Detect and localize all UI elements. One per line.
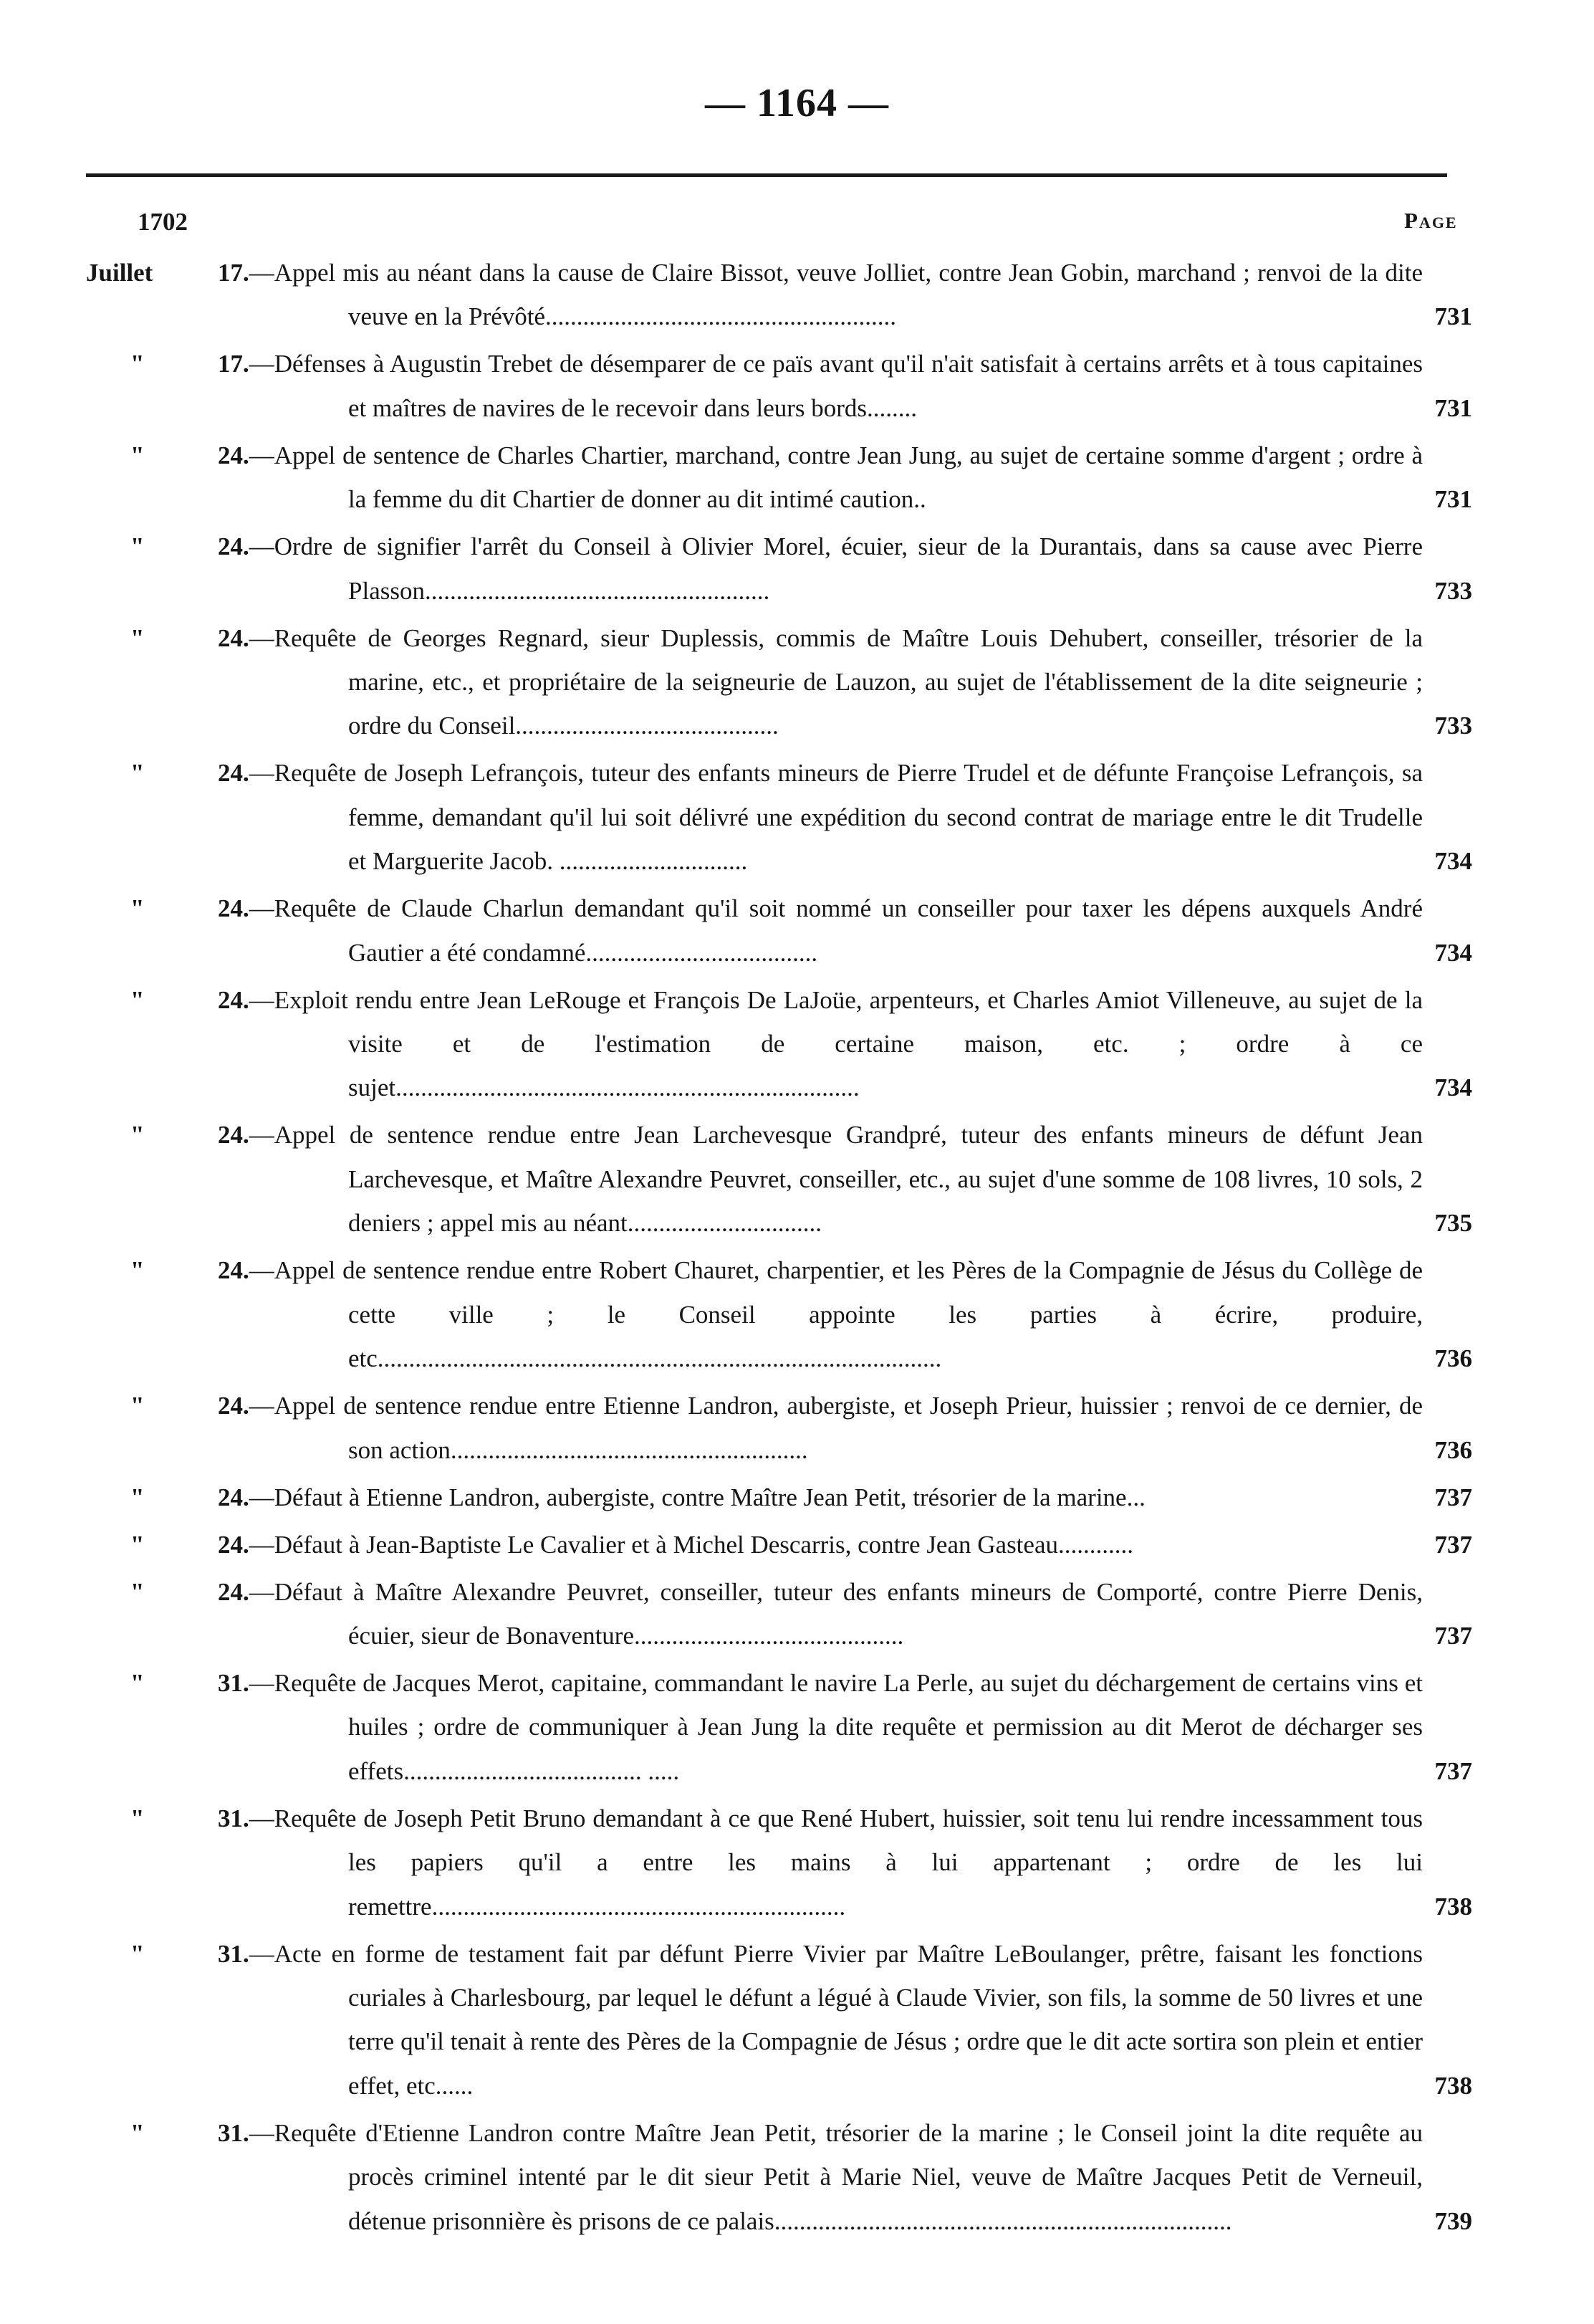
entry-text — [218, 751, 1502, 883]
entry-description: —Requête de Claude Charlun demandant qu'il soit nommé un conseiller pour taxer les dépens auxquels André Gautier a été condamné..................................... — [249, 894, 1423, 967]
list-item — [0, 1932, 1594, 2108]
entry-text — [218, 1570, 1502, 1658]
ditto-mark: " — [130, 985, 145, 1014]
entry-list — [0, 251, 1594, 2247]
entry-text — [218, 1523, 1502, 1567]
entry-text — [218, 1248, 1502, 1380]
ditto-mark: " — [130, 1392, 145, 1420]
month-label: Juillet — [86, 259, 153, 287]
list-item — [0, 2111, 1594, 2243]
entry-page-number: 739 — [1434, 2206, 1472, 2235]
entry-text — [218, 2111, 1502, 2243]
ditto-mark: " — [130, 1804, 145, 1832]
entry-text — [218, 1932, 1502, 2108]
entry-page-number: 738 — [1434, 2071, 1472, 2100]
list-item — [0, 1661, 1594, 1793]
ditto-mark: " — [130, 1256, 145, 1285]
ditto-mark: " — [130, 894, 145, 923]
entry-page-number: 734 — [1434, 1073, 1472, 1102]
entry-description: —Requête de Joseph Lefrançois, tuteur des enfants mineurs de Pierre Trudel et de défunte Françoise Lefrançois, sa femme, demandant qu'il lui soit délivré une expédition du second contrat de mariage entre le dit Trudelle et Marguerite Jacob. .............................. — [249, 759, 1423, 876]
entry-text — [218, 1797, 1502, 1928]
year-label: 1702 — [138, 208, 188, 236]
list-item — [0, 251, 1594, 339]
list-item — [0, 342, 1594, 430]
list-item — [0, 1476, 1594, 1519]
entry-description: —Exploit rendu entre Jean LeRouge et François De LaJoüe, arpenteurs, et Charles Amiot Villeneuve, au sujet de la visite et de l'estimation de certaine maison, etc. ; ordre à ce sujet.......................................................................... — [249, 985, 1423, 1102]
entry-text — [218, 342, 1502, 430]
ditto-mark: " — [130, 1577, 145, 1606]
entry-text — [218, 434, 1502, 522]
entry-page-number: 736 — [1434, 1435, 1472, 1464]
ditto-mark: " — [130, 1668, 145, 1697]
entry-day: 24. — [218, 1256, 249, 1285]
entry-day: 17. — [218, 350, 249, 378]
entry-page-number: 733 — [1434, 712, 1472, 740]
entry-page-number: 737 — [1434, 1530, 1472, 1559]
list-item — [0, 1384, 1594, 1472]
list-item — [0, 751, 1594, 883]
entry-day: 31. — [218, 1804, 249, 1832]
entry-text — [218, 251, 1502, 339]
entry-day: 24. — [218, 1577, 249, 1606]
ditto-mark: " — [130, 2118, 145, 2147]
entry-text — [218, 1661, 1502, 1793]
entry-description: —Requête de Georges Regnard, sieur Duplessis, commis de Maître Louis Dehubert, conseiller, trésorier de la marine, etc., et propriétaire de la seigneurie de Lauzon, au sujet de l'établissement de la dite seigneurie ; ordre du Conseil.......................................... — [249, 623, 1423, 740]
entry-day: 24. — [218, 985, 249, 1014]
list-item — [0, 616, 1594, 748]
entry-day: 24. — [218, 1121, 249, 1149]
entry-description: —Acte en forme de testament fait par défunt Pierre Vivier par Maître LeBoulanger, prêtre, faisant les fonctions curiales à Charlesbourg, par lequel le défunt a légué à Claude Vivier, son fils, la somme de 50 livres et une terre qu'il tenait à rente des Pères de la Compagnie de Jésus ; ordre que le dit acte sortira son plein et entier effet, etc...... — [249, 1939, 1423, 2100]
entry-page-number: 734 — [1434, 938, 1472, 967]
entry-description: —Appel de sentence de Charles Chartier, marchand, contre Jean Jung, au sujet de certaine somme d'argent ; ordre à la femme du dit Chartier de donner au dit intimé caution.. — [249, 441, 1423, 514]
list-item — [0, 1113, 1594, 1245]
list-item — [0, 1248, 1594, 1380]
entry-text — [218, 1476, 1502, 1519]
entry-day: 24. — [218, 759, 249, 788]
entry-page-number: 738 — [1434, 1892, 1472, 1921]
ditto-mark: " — [130, 1121, 145, 1149]
entry-day: 24. — [218, 532, 249, 561]
entry-description: —Requête de Jacques Merot, capitaine, commandant le navire La Perle, au sujet du déchargement de certains vins et huiles ; ordre de communiquer à Jean Jung la dite requête et permission au dit Merot de décharger ses effets...................................... ..... — [249, 1668, 1423, 1785]
entry-day: 31. — [218, 2118, 249, 2147]
list-item — [0, 525, 1594, 613]
list-item — [0, 1523, 1594, 1567]
ditto-mark: " — [130, 1530, 145, 1559]
entry-page-number: 737 — [1434, 1756, 1472, 1785]
entry-page-number: 734 — [1434, 847, 1472, 876]
entry-text — [218, 1113, 1502, 1245]
entry-description: —Appel de sentence rendue entre Robert Chauret, charpentier, et les Pères de la Compagnie de Jésus du Collège de cette ville ; le Conseil appointe les parties à écrire, produire, etc.......................................................................................... — [249, 1256, 1423, 1373]
entry-day: 24. — [218, 1530, 249, 1559]
list-item — [0, 434, 1594, 522]
entry-day: 24. — [218, 1392, 249, 1420]
entry-text — [218, 616, 1502, 748]
page-column-header: Page — [1404, 208, 1458, 233]
ditto-mark: " — [130, 441, 145, 469]
entry-description: —Appel de sentence rendue entre Etienne Landron, aubergiste, et Joseph Prieur, huissier ; renvoi de ce dernier, de son action......................................................... — [249, 1392, 1423, 1464]
header-rule — [86, 173, 1447, 177]
entry-day: 24. — [218, 1483, 249, 1511]
entry-description: —Défenses à Augustin Trebet de désemparer de ce païs avant qu'il n'ait satisfait à certains arrêts et à tous capitaines et maîtres de navires de le recevoir dans leurs bords........ — [249, 350, 1423, 422]
entry-description: —Défaut à Jean-Baptiste Le Cavalier et à Michel Descarris, contre Jean Gasteau............ — [249, 1530, 1133, 1559]
entry-page-number: 731 — [1434, 302, 1472, 331]
entry-day: 31. — [218, 1668, 249, 1697]
entry-page-number: 733 — [1434, 576, 1472, 605]
entry-description: —Appel mis au néant dans la cause de Claire Bissot, veuve Jolliet, contre Jean Gobin, marchand ; renvoi de la dite veuve en la Prévôté........................................................ — [249, 259, 1423, 331]
entry-text — [218, 525, 1502, 613]
page-number: — 1164 — — [705, 81, 889, 125]
entry-description: —Appel de sentence rendue entre Jean Larchevesque Grandpré, tuteur des enfants mineurs de défunt Jean Larchevesque, et Maître Alexandre Peuvret, conseiller, etc., au sujet d'une somme de 108 livres, 10 sols, 2 deniers ; appel mis au néant............................... — [249, 1121, 1423, 1238]
ditto-mark: " — [130, 1483, 145, 1511]
entry-description: —Défaut à Etienne Landron, aubergiste, contre Maître Jean Petit, trésorier de la marine... — [249, 1483, 1146, 1511]
entry-description: —Requête d'Etienne Landron contre Maître Jean Petit, trésorier de la marine ; le Conseil joint la dite requête au procès criminel intenté par le dit sieur Petit à Marie Niel, veuve de Maître Jacques Petit de Verneuil, détenue prisonnière ès prisons de ce palais......................................................................... — [249, 2118, 1423, 2235]
entry-day: 17. — [218, 259, 249, 287]
entry-day: 24. — [218, 441, 249, 469]
entry-day: 24. — [218, 623, 249, 652]
list-item — [0, 1797, 1594, 1928]
list-item — [0, 1570, 1594, 1658]
ditto-mark: " — [130, 1939, 145, 1968]
entry-description: —Ordre de signifier l'arrêt du Conseil à Olivier Morel, écuier, sieur de la Durantais, dans sa cause avec Pierre Plasson....................................................... — [249, 532, 1423, 605]
ditto-mark: " — [130, 532, 145, 561]
entry-page-number: 737 — [1434, 1483, 1472, 1511]
entry-description: —Défaut à Maître Alexandre Peuvret, conseiller, tuteur des enfants mineurs de Comporté, contre Pierre Denis, écuier, sieur de Bonaventure........................................... — [249, 1577, 1423, 1650]
list-item — [0, 978, 1594, 1110]
entry-page-number: 736 — [1434, 1344, 1472, 1373]
ditto-mark: " — [130, 759, 145, 788]
entry-description: —Requête de Joseph Petit Bruno demandant à ce que René Hubert, huissier, soit tenu lui rendre incessamment tous les papiers qu'il a entre les mains à lui appartenant ; ordre de les lui remettre.................................................................. — [249, 1804, 1423, 1921]
entry-page-number: 737 — [1434, 1621, 1472, 1650]
entry-day: 31. — [218, 1939, 249, 1968]
entry-day: 24. — [218, 894, 249, 923]
entry-page-number: 735 — [1434, 1209, 1472, 1238]
entry-page-number: 731 — [1434, 485, 1472, 514]
entry-text — [218, 978, 1502, 1110]
entry-page-number: 731 — [1434, 393, 1472, 422]
ditto-mark: " — [130, 623, 145, 652]
ditto-mark: " — [130, 350, 145, 378]
entry-text — [218, 886, 1502, 975]
entry-text — [218, 1384, 1502, 1472]
list-item — [0, 886, 1594, 975]
